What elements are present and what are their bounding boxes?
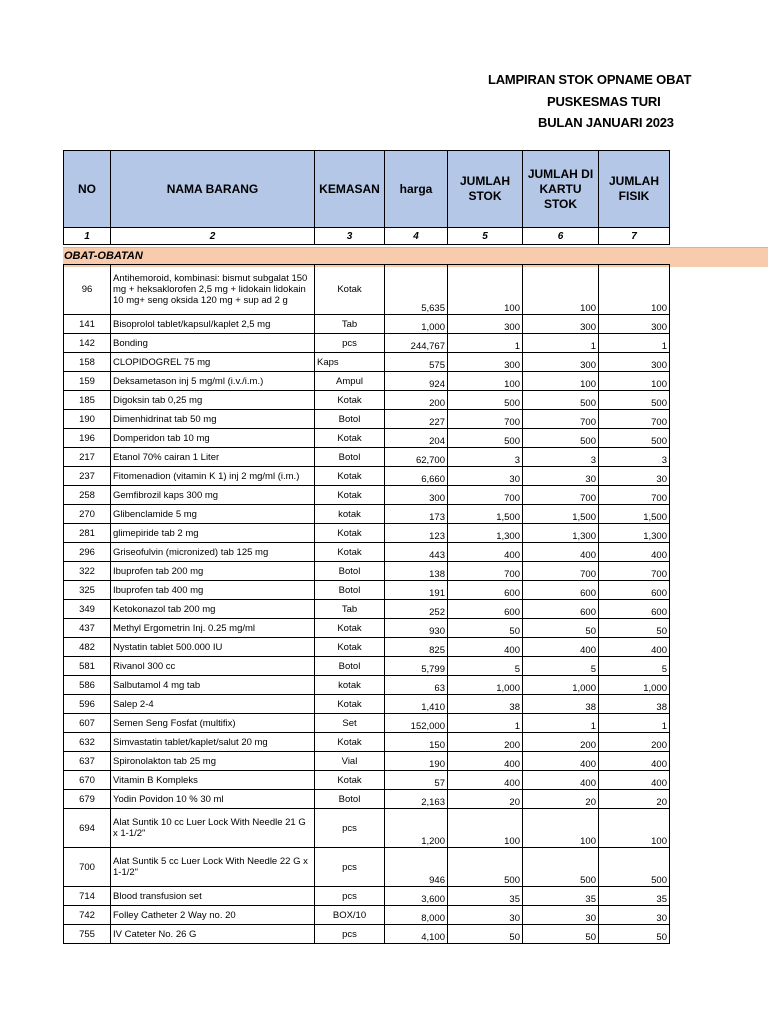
row-jumlah-fisik: 30 bbox=[599, 467, 670, 486]
row-jumlah-stok: 600 bbox=[448, 600, 523, 619]
row-no: 158 bbox=[64, 353, 111, 372]
row-nama-barang: Digoksin tab 0,25 mg bbox=[111, 391, 315, 410]
row-jumlah-kartu-stok: 500 bbox=[523, 429, 599, 448]
row-jumlah-stok: 300 bbox=[448, 353, 523, 372]
row-kemasan: pcs bbox=[315, 809, 385, 848]
row-harga: 138 bbox=[385, 562, 448, 581]
row-no: 437 bbox=[64, 619, 111, 638]
row-jumlah-stok: 500 bbox=[448, 429, 523, 448]
row-kemasan: Botol bbox=[315, 790, 385, 809]
table-body bbox=[64, 265, 670, 944]
header-jumlah-fisik: JUMLAH FISIK bbox=[599, 151, 670, 228]
row-no: 714 bbox=[64, 887, 111, 906]
table-row bbox=[64, 733, 670, 752]
row-kemasan: Tab bbox=[315, 315, 385, 334]
row-nama-barang: Yodin Povidon 10 % 30 ml bbox=[111, 790, 315, 809]
row-nama-barang: Semen Seng Fosfat (multifix) bbox=[111, 714, 315, 733]
row-kemasan: Kotak bbox=[315, 733, 385, 752]
row-harga: 152,000 bbox=[385, 714, 448, 733]
row-jumlah-kartu-stok: 1 bbox=[523, 714, 599, 733]
table-row bbox=[64, 887, 670, 906]
table-row bbox=[64, 676, 670, 695]
row-nama-barang: Alat Suntik 10 cc Luer Lock With Needle 21 G x 1-1/2" bbox=[111, 809, 315, 848]
row-harga: 252 bbox=[385, 600, 448, 619]
row-kemasan: Kotak bbox=[315, 486, 385, 505]
row-harga: 2,163 bbox=[385, 790, 448, 809]
row-harga: 190 bbox=[385, 752, 448, 771]
table-row bbox=[64, 809, 670, 848]
row-jumlah-fisik: 50 bbox=[599, 619, 670, 638]
row-jumlah-stok: 1 bbox=[448, 714, 523, 733]
row-jumlah-stok: 300 bbox=[448, 315, 523, 334]
row-nama-barang: Antihemoroid, kombinasi: bismut subgalat 150 mg + heksaklorofen 2,5 mg + lidokain lidokain 10 mg+ seng oksida 120 mg + sup ad 2 g bbox=[111, 265, 315, 315]
row-nama-barang: Bonding bbox=[111, 334, 315, 353]
row-jumlah-fisik: 300 bbox=[599, 353, 670, 372]
row-kemasan: Kotak bbox=[315, 265, 385, 315]
row-kemasan: pcs bbox=[315, 925, 385, 944]
row-nama-barang: Rivanol 300 cc bbox=[111, 657, 315, 676]
row-no: 270 bbox=[64, 505, 111, 524]
table-row bbox=[64, 391, 670, 410]
row-kemasan: pcs bbox=[315, 848, 385, 887]
row-jumlah-stok: 30 bbox=[448, 467, 523, 486]
row-nama-barang: Griseofulvin (micronized) tab 125 mg bbox=[111, 543, 315, 562]
row-jumlah-kartu-stok: 30 bbox=[523, 906, 599, 925]
table-row bbox=[64, 752, 670, 771]
row-jumlah-fisik: 400 bbox=[599, 771, 670, 790]
table-row bbox=[64, 619, 670, 638]
row-jumlah-stok: 700 bbox=[448, 410, 523, 429]
row-nama-barang: Alat Suntik 5 cc Luer Lock With Needle 22 G x 1-1/2" bbox=[111, 848, 315, 887]
row-nama-barang: IV Cateter No. 26 G bbox=[111, 925, 315, 944]
table-row bbox=[64, 448, 670, 467]
row-harga: 300 bbox=[385, 486, 448, 505]
row-no: 694 bbox=[64, 809, 111, 848]
row-kemasan: Tab bbox=[315, 600, 385, 619]
row-kemasan: Set bbox=[315, 714, 385, 733]
column-number-row bbox=[64, 228, 670, 245]
row-jumlah-kartu-stok: 400 bbox=[523, 638, 599, 657]
facility-name: PUSKESMAS TURI bbox=[547, 94, 661, 109]
report-title: LAMPIRAN STOK OPNAME OBAT bbox=[488, 72, 692, 87]
colnum-7: 7 bbox=[599, 228, 670, 245]
row-no: 700 bbox=[64, 848, 111, 887]
row-no: 322 bbox=[64, 562, 111, 581]
row-jumlah-kartu-stok: 300 bbox=[523, 315, 599, 334]
table-row bbox=[64, 353, 670, 372]
row-kemasan: Kotak bbox=[315, 543, 385, 562]
table-row bbox=[64, 790, 670, 809]
row-jumlah-stok: 400 bbox=[448, 638, 523, 657]
row-jumlah-kartu-stok: 400 bbox=[523, 771, 599, 790]
row-kemasan: Kotak bbox=[315, 467, 385, 486]
row-kemasan: Kotak bbox=[315, 695, 385, 714]
row-no: 237 bbox=[64, 467, 111, 486]
row-kemasan: BOX/10 bbox=[315, 906, 385, 925]
row-kemasan: Botol bbox=[315, 410, 385, 429]
row-nama-barang: Salbutamol 4 mg tab bbox=[111, 676, 315, 695]
header-nama-barang: NAMA BARANG bbox=[111, 151, 315, 228]
row-jumlah-stok: 50 bbox=[448, 619, 523, 638]
row-harga: 1,000 bbox=[385, 315, 448, 334]
header-jumlah-kartu-stok: JUMLAH DI KARTU STOK bbox=[523, 151, 599, 228]
row-jumlah-stok: 1,300 bbox=[448, 524, 523, 543]
row-jumlah-stok: 400 bbox=[448, 752, 523, 771]
colnum-6: 6 bbox=[523, 228, 599, 245]
colnum-4: 4 bbox=[385, 228, 448, 245]
row-jumlah-kartu-stok: 3 bbox=[523, 448, 599, 467]
row-jumlah-stok: 500 bbox=[448, 391, 523, 410]
row-jumlah-kartu-stok: 100 bbox=[523, 265, 599, 315]
row-jumlah-fisik: 1 bbox=[599, 714, 670, 733]
row-jumlah-fisik: 5 bbox=[599, 657, 670, 676]
row-nama-barang: Deksametason inj 5 mg/ml (i.v./i.m.) bbox=[111, 372, 315, 391]
row-nama-barang: CLOPIDOGREL 75 mg bbox=[111, 353, 315, 372]
row-jumlah-fisik: 35 bbox=[599, 887, 670, 906]
row-jumlah-stok: 100 bbox=[448, 265, 523, 315]
row-nama-barang: glimepiride tab 2 mg bbox=[111, 524, 315, 543]
row-jumlah-kartu-stok: 500 bbox=[523, 391, 599, 410]
colnum-5: 5 bbox=[448, 228, 523, 245]
row-no: 196 bbox=[64, 429, 111, 448]
row-harga: 575 bbox=[385, 353, 448, 372]
table-row bbox=[64, 410, 670, 429]
row-harga: 8,000 bbox=[385, 906, 448, 925]
row-kemasan: Kotak bbox=[315, 771, 385, 790]
row-nama-barang: Spironolakton tab 25 mg bbox=[111, 752, 315, 771]
row-jumlah-fisik: 500 bbox=[599, 391, 670, 410]
row-jumlah-fisik: 200 bbox=[599, 733, 670, 752]
row-harga: 63 bbox=[385, 676, 448, 695]
row-jumlah-fisik: 1,300 bbox=[599, 524, 670, 543]
row-harga: 3,600 bbox=[385, 887, 448, 906]
row-jumlah-fisik: 300 bbox=[599, 315, 670, 334]
row-harga: 150 bbox=[385, 733, 448, 752]
row-harga: 6,660 bbox=[385, 467, 448, 486]
report-period: BULAN JANUARI 2023 bbox=[538, 115, 674, 130]
row-nama-barang: Glibenclamide 5 mg bbox=[111, 505, 315, 524]
row-nama-barang: Blood transfusion set bbox=[111, 887, 315, 906]
row-jumlah-fisik: 1,500 bbox=[599, 505, 670, 524]
row-nama-barang: Dimenhidrinat tab 50 mg bbox=[111, 410, 315, 429]
row-kemasan: Kotak bbox=[315, 524, 385, 543]
row-no: 142 bbox=[64, 334, 111, 353]
row-jumlah-fisik: 1,000 bbox=[599, 676, 670, 695]
row-jumlah-kartu-stok: 1,500 bbox=[523, 505, 599, 524]
row-jumlah-stok: 100 bbox=[448, 372, 523, 391]
row-jumlah-stok: 700 bbox=[448, 486, 523, 505]
row-nama-barang: Etanol 70% cairan 1 Liter bbox=[111, 448, 315, 467]
row-jumlah-kartu-stok: 1 bbox=[523, 334, 599, 353]
table-row bbox=[64, 638, 670, 657]
row-no: 281 bbox=[64, 524, 111, 543]
row-nama-barang: Ibuprofen tab 200 mg bbox=[111, 562, 315, 581]
row-kemasan: Kotak bbox=[315, 391, 385, 410]
colnum-3: 3 bbox=[315, 228, 385, 245]
row-nama-barang: Methyl Ergometrin Inj. 0.25 mg/ml bbox=[111, 619, 315, 638]
row-jumlah-kartu-stok: 700 bbox=[523, 410, 599, 429]
row-no: 217 bbox=[64, 448, 111, 467]
row-harga: 4,100 bbox=[385, 925, 448, 944]
table-row bbox=[64, 467, 670, 486]
row-jumlah-fisik: 30 bbox=[599, 906, 670, 925]
table-row bbox=[64, 657, 670, 676]
row-no: 482 bbox=[64, 638, 111, 657]
row-nama-barang: Simvastatin tablet/kaplet/salut 20 mg bbox=[111, 733, 315, 752]
row-jumlah-kartu-stok: 400 bbox=[523, 752, 599, 771]
table-row bbox=[64, 562, 670, 581]
row-no: 190 bbox=[64, 410, 111, 429]
row-nama-barang: Domperidon tab 10 mg bbox=[111, 429, 315, 448]
row-kemasan: Kotak bbox=[315, 429, 385, 448]
row-harga: 191 bbox=[385, 581, 448, 600]
row-jumlah-stok: 38 bbox=[448, 695, 523, 714]
row-jumlah-stok: 400 bbox=[448, 771, 523, 790]
section-spacer bbox=[64, 245, 670, 265]
table-row bbox=[64, 315, 670, 334]
row-harga: 1,410 bbox=[385, 695, 448, 714]
row-nama-barang: Gemfibrozil kaps 300 mg bbox=[111, 486, 315, 505]
row-harga: 244,767 bbox=[385, 334, 448, 353]
row-jumlah-fisik: 38 bbox=[599, 695, 670, 714]
row-no: 296 bbox=[64, 543, 111, 562]
row-no: 159 bbox=[64, 372, 111, 391]
row-jumlah-kartu-stok: 35 bbox=[523, 887, 599, 906]
row-jumlah-fisik: 400 bbox=[599, 752, 670, 771]
row-no: 755 bbox=[64, 925, 111, 944]
colnum-2: 2 bbox=[111, 228, 315, 245]
row-jumlah-stok: 35 bbox=[448, 887, 523, 906]
row-no: 141 bbox=[64, 315, 111, 334]
row-jumlah-fisik: 100 bbox=[599, 265, 670, 315]
row-no: 607 bbox=[64, 714, 111, 733]
table-row bbox=[64, 505, 670, 524]
row-jumlah-kartu-stok: 600 bbox=[523, 581, 599, 600]
row-no: 742 bbox=[64, 906, 111, 925]
row-harga: 924 bbox=[385, 372, 448, 391]
row-jumlah-fisik: 600 bbox=[599, 581, 670, 600]
title-block bbox=[470, 60, 692, 140]
row-harga: 946 bbox=[385, 848, 448, 887]
row-kemasan: pcs bbox=[315, 887, 385, 906]
row-kemasan: Botol bbox=[315, 657, 385, 676]
table-row bbox=[64, 581, 670, 600]
row-harga: 62,700 bbox=[385, 448, 448, 467]
header-row bbox=[64, 151, 670, 228]
table-row bbox=[64, 486, 670, 505]
row-jumlah-fisik: 3 bbox=[599, 448, 670, 467]
row-jumlah-kartu-stok: 400 bbox=[523, 543, 599, 562]
row-jumlah-kartu-stok: 1,000 bbox=[523, 676, 599, 695]
row-jumlah-kartu-stok: 38 bbox=[523, 695, 599, 714]
row-no: 185 bbox=[64, 391, 111, 410]
row-harga: 200 bbox=[385, 391, 448, 410]
row-no: 637 bbox=[64, 752, 111, 771]
row-jumlah-kartu-stok: 50 bbox=[523, 619, 599, 638]
header-no: NO bbox=[64, 151, 111, 228]
row-jumlah-kartu-stok: 200 bbox=[523, 733, 599, 752]
row-jumlah-stok: 700 bbox=[448, 562, 523, 581]
row-harga: 204 bbox=[385, 429, 448, 448]
row-jumlah-fisik: 700 bbox=[599, 410, 670, 429]
table-row bbox=[64, 265, 670, 315]
row-jumlah-stok: 1,000 bbox=[448, 676, 523, 695]
colnum-1: 1 bbox=[64, 228, 111, 245]
row-jumlah-kartu-stok: 20 bbox=[523, 790, 599, 809]
table-row bbox=[64, 334, 670, 353]
table-row bbox=[64, 906, 670, 925]
row-jumlah-kartu-stok: 100 bbox=[523, 809, 599, 848]
row-kemasan: Kaps bbox=[315, 353, 385, 372]
row-no: 258 bbox=[64, 486, 111, 505]
row-harga: 825 bbox=[385, 638, 448, 657]
row-jumlah-fisik: 100 bbox=[599, 809, 670, 848]
row-jumlah-fisik: 50 bbox=[599, 925, 670, 944]
row-jumlah-stok: 500 bbox=[448, 848, 523, 887]
row-nama-barang: Folley Catheter 2 Way no. 20 bbox=[111, 906, 315, 925]
table-row bbox=[64, 848, 670, 887]
row-jumlah-stok: 3 bbox=[448, 448, 523, 467]
row-jumlah-kartu-stok: 30 bbox=[523, 467, 599, 486]
row-kemasan: Kotak bbox=[315, 619, 385, 638]
row-kemasan: Ampul bbox=[315, 372, 385, 391]
row-jumlah-stok: 50 bbox=[448, 925, 523, 944]
row-no: 596 bbox=[64, 695, 111, 714]
row-jumlah-stok: 5 bbox=[448, 657, 523, 676]
row-no: 349 bbox=[64, 600, 111, 619]
section-label: OBAT-OBATAN bbox=[64, 250, 143, 262]
row-jumlah-fisik: 500 bbox=[599, 848, 670, 887]
row-jumlah-kartu-stok: 300 bbox=[523, 353, 599, 372]
row-jumlah-fisik: 600 bbox=[599, 600, 670, 619]
row-no: 670 bbox=[64, 771, 111, 790]
row-no: 632 bbox=[64, 733, 111, 752]
row-kemasan: Kotak bbox=[315, 638, 385, 657]
row-jumlah-stok: 1,500 bbox=[448, 505, 523, 524]
row-jumlah-fisik: 400 bbox=[599, 543, 670, 562]
row-nama-barang: Nystatin tablet 500.000 IU bbox=[111, 638, 315, 657]
header-harga: harga bbox=[385, 151, 448, 228]
row-jumlah-kartu-stok: 600 bbox=[523, 600, 599, 619]
table-row bbox=[64, 524, 670, 543]
row-jumlah-kartu-stok: 1,300 bbox=[523, 524, 599, 543]
table-row bbox=[64, 695, 670, 714]
header-jumlah-stok: JUMLAH STOK bbox=[448, 151, 523, 228]
table-row bbox=[64, 771, 670, 790]
row-no: 96 bbox=[64, 265, 111, 315]
row-jumlah-stok: 30 bbox=[448, 906, 523, 925]
row-no: 325 bbox=[64, 581, 111, 600]
row-jumlah-fisik: 700 bbox=[599, 486, 670, 505]
row-harga: 123 bbox=[385, 524, 448, 543]
row-jumlah-kartu-stok: 500 bbox=[523, 848, 599, 887]
row-jumlah-stok: 200 bbox=[448, 733, 523, 752]
row-harga: 5,799 bbox=[385, 657, 448, 676]
row-jumlah-kartu-stok: 50 bbox=[523, 925, 599, 944]
row-harga: 5,635 bbox=[385, 265, 448, 315]
table-row bbox=[64, 714, 670, 733]
row-kemasan: Botol bbox=[315, 448, 385, 467]
row-harga: 930 bbox=[385, 619, 448, 638]
row-nama-barang: Salep 2-4 bbox=[111, 695, 315, 714]
row-jumlah-kartu-stok: 100 bbox=[523, 372, 599, 391]
row-jumlah-fisik: 500 bbox=[599, 429, 670, 448]
row-kemasan: Vial bbox=[315, 752, 385, 771]
row-harga: 227 bbox=[385, 410, 448, 429]
row-jumlah-fisik: 400 bbox=[599, 638, 670, 657]
header-kemasan: KEMASAN bbox=[315, 151, 385, 228]
row-kemasan: pcs bbox=[315, 334, 385, 353]
row-harga: 173 bbox=[385, 505, 448, 524]
row-jumlah-kartu-stok: 5 bbox=[523, 657, 599, 676]
row-jumlah-stok: 20 bbox=[448, 790, 523, 809]
row-jumlah-fisik: 100 bbox=[599, 372, 670, 391]
row-no: 586 bbox=[64, 676, 111, 695]
table-row bbox=[64, 543, 670, 562]
row-harga: 1,200 bbox=[385, 809, 448, 848]
row-jumlah-kartu-stok: 700 bbox=[523, 562, 599, 581]
row-jumlah-fisik: 700 bbox=[599, 562, 670, 581]
row-harga: 57 bbox=[385, 771, 448, 790]
row-nama-barang: Bisoprolol tablet/kapsul/kaplet 2,5 mg bbox=[111, 315, 315, 334]
table-row bbox=[64, 429, 670, 448]
row-nama-barang: Ibuprofen tab 400 mg bbox=[111, 581, 315, 600]
stock-table bbox=[63, 150, 670, 944]
row-jumlah-stok: 600 bbox=[448, 581, 523, 600]
row-no: 581 bbox=[64, 657, 111, 676]
table-row bbox=[64, 925, 670, 944]
row-nama-barang: Ketokonazol tab 200 mg bbox=[111, 600, 315, 619]
row-kemasan: kotak bbox=[315, 676, 385, 695]
table-row bbox=[64, 600, 670, 619]
row-kemasan: kotak bbox=[315, 505, 385, 524]
row-nama-barang: Vitamin B Kompleks bbox=[111, 771, 315, 790]
row-no: 679 bbox=[64, 790, 111, 809]
row-jumlah-fisik: 1 bbox=[599, 334, 670, 353]
row-nama-barang: Fitomenadion (vitamin K 1) inj 2 mg/ml (i.m.) bbox=[111, 467, 315, 486]
row-jumlah-fisik: 20 bbox=[599, 790, 670, 809]
section-row bbox=[64, 245, 670, 265]
row-kemasan: Botol bbox=[315, 581, 385, 600]
row-kemasan: Botol bbox=[315, 562, 385, 581]
row-jumlah-stok: 1 bbox=[448, 334, 523, 353]
table-row bbox=[64, 372, 670, 391]
row-jumlah-kartu-stok: 700 bbox=[523, 486, 599, 505]
row-jumlah-stok: 400 bbox=[448, 543, 523, 562]
row-harga: 443 bbox=[385, 543, 448, 562]
row-jumlah-stok: 100 bbox=[448, 809, 523, 848]
